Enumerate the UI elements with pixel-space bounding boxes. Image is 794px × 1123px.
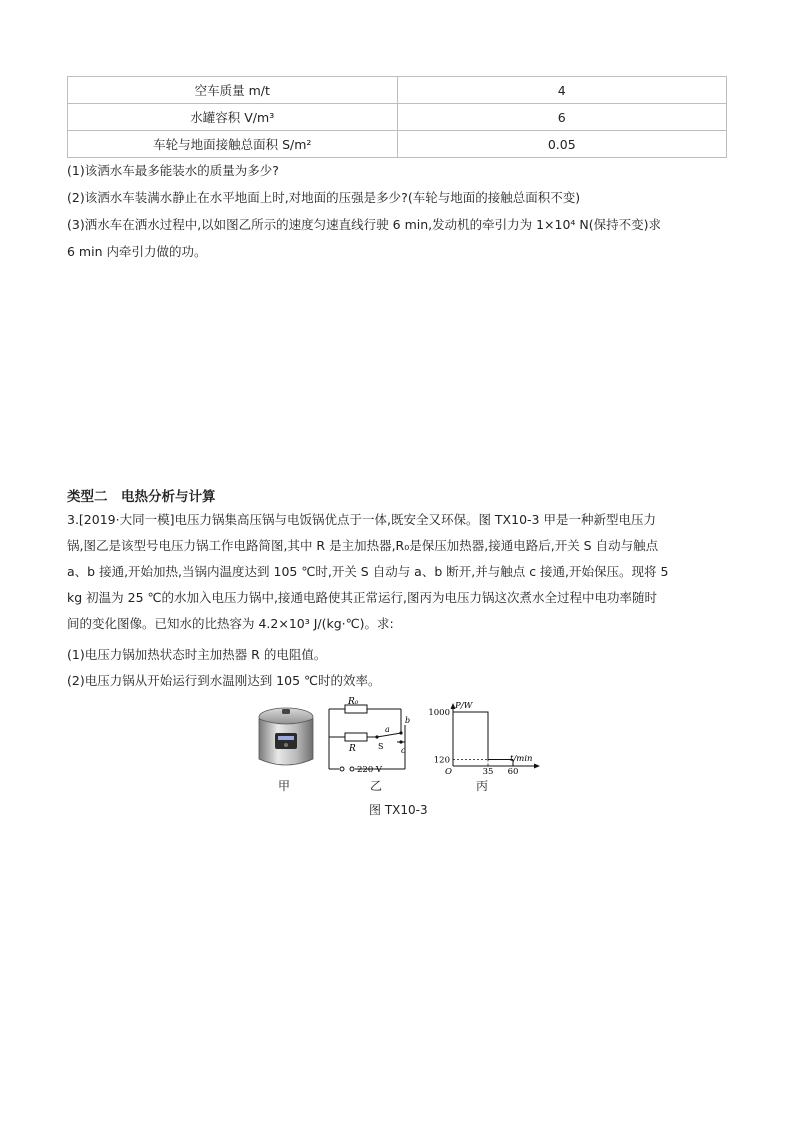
source-voltage-label: 220 V bbox=[357, 765, 383, 775]
section-heading: 类型二 电热分析与计算 bbox=[67, 489, 216, 505]
question-text-line: 间的变化图像。已知水的比热容为 4.2×10³ J/(kg·℃)。求: bbox=[67, 616, 394, 631]
x-axis-arrow bbox=[534, 764, 540, 769]
spec-table bbox=[67, 76, 727, 158]
table-cell-value: 0.05 bbox=[397, 131, 727, 158]
table-cell-value: 6 bbox=[397, 104, 727, 131]
y-tick-label: 1000 bbox=[428, 708, 450, 718]
subfigure-label-yi: 乙 bbox=[370, 779, 383, 793]
question-text-line: a、b 接通,开始加热,当锅内温度达到 105 ℃时,开关 S 自动与 a、b 断开,并与触点 c 接通,开始保压。现将 5 bbox=[67, 564, 669, 579]
table-cell-label: 水罐容积 V/m³ bbox=[68, 104, 398, 131]
resistor-r-label: R bbox=[349, 744, 356, 754]
question-text-line: 3.[2019·大同一模]电压力锅集高压锅与电饭锅优点于一体,既安全又环保。图 TX10-3 甲是一种新型电压力 bbox=[67, 512, 656, 527]
question-text-line: 6 min 内牵引力做的功。 bbox=[67, 244, 207, 259]
power-time-chart bbox=[425, 700, 545, 780]
contact-a-label: a bbox=[385, 725, 390, 734]
contact-b-label: b bbox=[405, 716, 411, 725]
power-series-line bbox=[453, 712, 513, 760]
y-axis-label: P/W bbox=[455, 701, 473, 711]
x-tick-label: 35 bbox=[482, 767, 494, 777]
question-text-line: (2)电压力锅从开始运行到水温刚达到 105 ℃时的效率。 bbox=[67, 673, 381, 688]
subfigure-label-jia: 甲 bbox=[278, 779, 291, 793]
question-text-line: (1)电压力锅加热状态时主加热器 R 的电阻值。 bbox=[67, 647, 327, 662]
table-cell-label: 空车质量 m/t bbox=[68, 77, 398, 104]
y-tick-label: 120 bbox=[433, 755, 450, 766]
question-text-line: 锅,图乙是该型号电压力锅工作电路简图,其中 R 是主加热器,R₀是保压加热器,接通电路后,开关 S 自动与触点 bbox=[67, 538, 659, 553]
question-text-line: kg 初温为 25 ℃的水加入电压力锅中,接通电路使其正常运行,图丙为电压力锅这次煮水全过程中电功率随时 bbox=[67, 590, 657, 605]
x-axis-label: t/min bbox=[510, 754, 533, 764]
x-tick-label: 60 bbox=[507, 767, 519, 777]
origin-label: O bbox=[445, 767, 452, 777]
pressure-cooker-image bbox=[255, 703, 317, 771]
table-cell-value: 4 bbox=[397, 77, 727, 104]
subfigure-label-bing: 丙 bbox=[476, 779, 489, 793]
table-cell-label: 车轮与地面接触总面积 S/m² bbox=[68, 131, 398, 158]
figure-caption: 图 TX10-3 bbox=[369, 803, 428, 817]
circuit-diagram bbox=[325, 695, 420, 777]
switch-s-label: S bbox=[378, 742, 384, 751]
table-row bbox=[68, 77, 727, 104]
resistor-r0-label: R₀ bbox=[348, 697, 359, 707]
question-text-line: (1)该洒水车最多能装水的质量为多少? bbox=[67, 163, 279, 178]
table-row bbox=[68, 104, 727, 131]
table-row bbox=[68, 131, 727, 158]
question-text-line: (3)洒水车在洒水过程中,以如图乙所示的速度匀速直线行驶 6 min,发动机的牵引力为 1×10⁴ N(保持不变)求 bbox=[67, 217, 662, 232]
question-text-line: (2)该洒水车装满水静止在水平地面上时,对地面的压强是多少?(车轮与地面的接触总面积不变) bbox=[67, 190, 581, 205]
contact-c-label: c bbox=[401, 746, 406, 755]
